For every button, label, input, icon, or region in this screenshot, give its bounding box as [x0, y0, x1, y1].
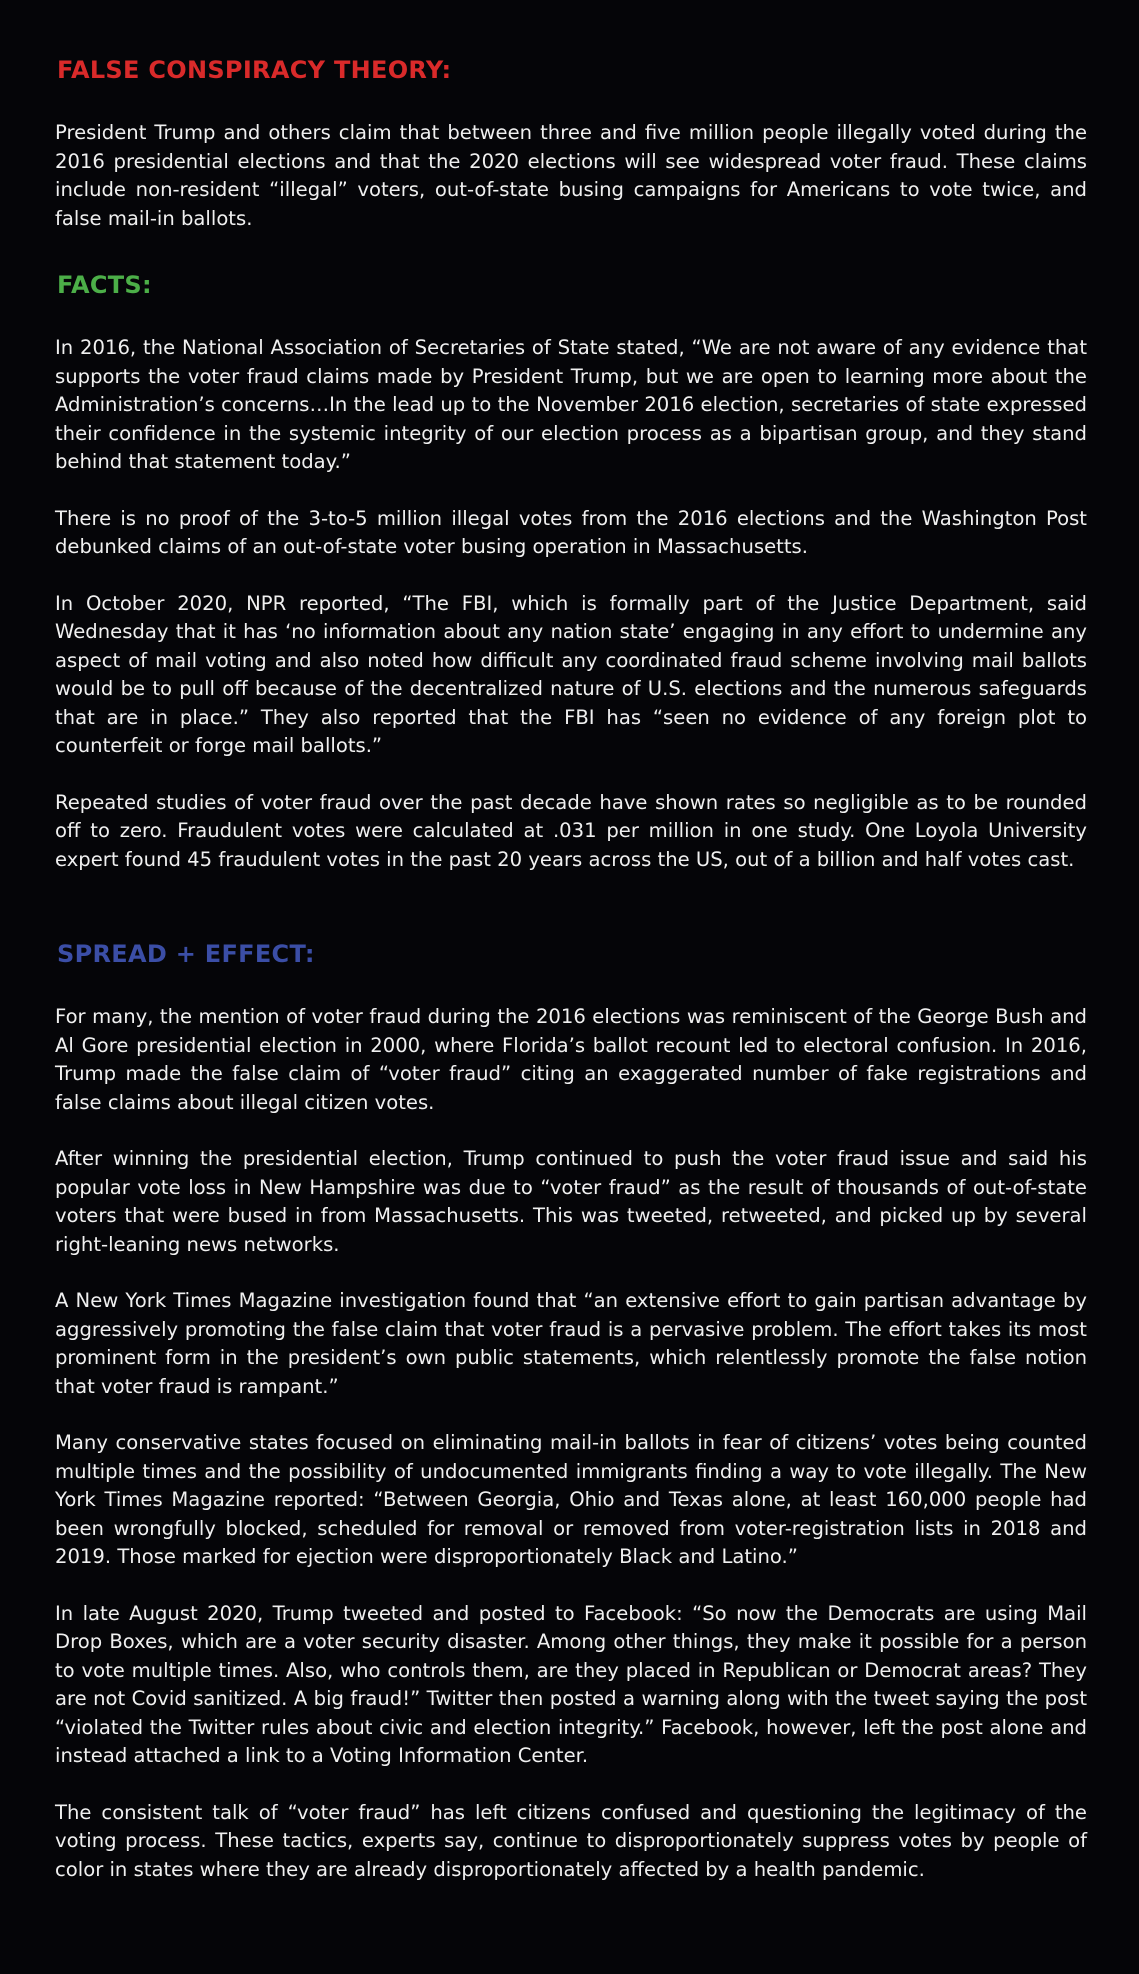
spread-paragraph: Many conservative states focused on eliminating mail-in ballots in fear of citizens’ votes being counted multiple times and the possibility of undocumented immigrants finding a way to vote illegally. The New York Times Magazine reported: “Between Georgia, Ohio and Texas alone, at least 160,000 people had been wrongfully blocked, scheduled for removal or removed from voter-registration lists in 2018 and 2019. Those marked for ejection were disproportionately Black and Latino.” — [55, 1431, 1087, 1568]
facts-paragraph: Repeated studies of voter fraud over the past decade have shown rates so negligible as to be rounded off to zero. Fraudulent votes were calculated at .031 per million in one study. One Loyola University expert found 45 fraudulent votes in the past 20 years across the US, out of a billion and half votes cast. — [55, 790, 1087, 871]
spread-paragraph: In late August 2020, Trump tweeted and posted to Facebook: “So now the Democrats are using Mail Drop Boxes, which are a voter security disaster. Among other things, they make it possible for a person to vote multiple times. Also, who controls them, are they placed in Republican or Democrat areas? They are not Covid sanitized. A big fraud!” Twitter then posted a warning along with the tweet saying the post “violated the Twitter rules about civic and election integrity.” Facebook, however, left the post alone and instead attached a link to a Voting Information Center. — [55, 1601, 1087, 1767]
facts-paragraph: There is no proof of the 3-to-5 million illegal votes from the 2016 elections and the Washington Post debunked claims of an out-of-state voter busing operation in Massachusetts. — [55, 506, 1087, 558]
facts-paragraph: In 2016, the National Association of Secretaries of State stated, “We are not aware of any evidence that supports the voter fraud claims made by President Trump, but we are open to learning more about the Administration’s concerns…In the lead up to the November 2016 election, secretaries of state expressed their confidence in the systemic integrity of our election process as a bipartisan group, and they stand behind that statement today.” — [55, 336, 1087, 473]
spread-effect-heading: SPREAD + EFFECT: — [57, 940, 315, 968]
document — [55, 52, 1087, 1884]
spread-paragraph: After winning the presidential election, Trump continued to push the voter fraud issue and said his popular vote loss in New Hampshire was due to “voter fraud” as the result of thousands of out-of-state voters that were bused in from Massachusetts. This was tweeted, retweeted, and picked up by several right-leaning news networks. — [55, 1147, 1087, 1256]
facts-paragraph: In October 2020, NPR reported, “The FBI, which is formally part of the Justice Department, said Wednesday that it has ‘no information about any nation state’ engaging in any effort to undermine any aspect of mail voting and also noted how difficult any coordinated fraud scheme involving mail ballots would be to pull off because of the decentralized nature of U.S. elections and the numerous safeguards that are in place.” They also reported that the FBI has “seen no evidence of any foreign plot to counterfeit or forge mail ballots.” — [55, 591, 1087, 757]
facts-heading: FACTS: — [57, 271, 152, 299]
spread-paragraph: The consistent talk of “voter fraud” has left citizens confused and questioning the legitimacy of the voting process. These tactics, experts say, continue to disproportionately suppress votes by people of color in states where they are already disproportionately affected by a health pandemic. — [55, 1800, 1087, 1881]
conspiracy-paragraph: President Trump and others claim that between three and five million people illegally voted during the 2016 presidential elections and that the 2020 elections will see widespread voter fraud. These claims include non-resident “illegal” voters, out-of-state busing campaigns for Americans to vote twice, and false mail-in ballots. — [55, 121, 1087, 230]
spread-paragraph: For many, the mention of voter fraud during the 2016 elections was reminiscent of the George Bush and Al Gore presidential election in 2000, where Florida’s ballot recount led to electoral confusion. In 2016, Trump made the false claim of “voter fraud” citing an exaggerated number of fake registrations and false claims about illegal citizen votes. — [55, 1005, 1087, 1114]
spread-paragraph: A New York Times Magazine investigation found that “an extensive effort to gain partisan advantage by aggressively promoting the false claim that voter fraud is a pervasive problem. The effort takes its most prominent form in the president’s own public statements, which relentlessly promote the false notion that voter fraud is rampant.” — [55, 1289, 1087, 1398]
conspiracy-heading: FALSE CONSPIRACY THEORY: — [57, 56, 452, 84]
